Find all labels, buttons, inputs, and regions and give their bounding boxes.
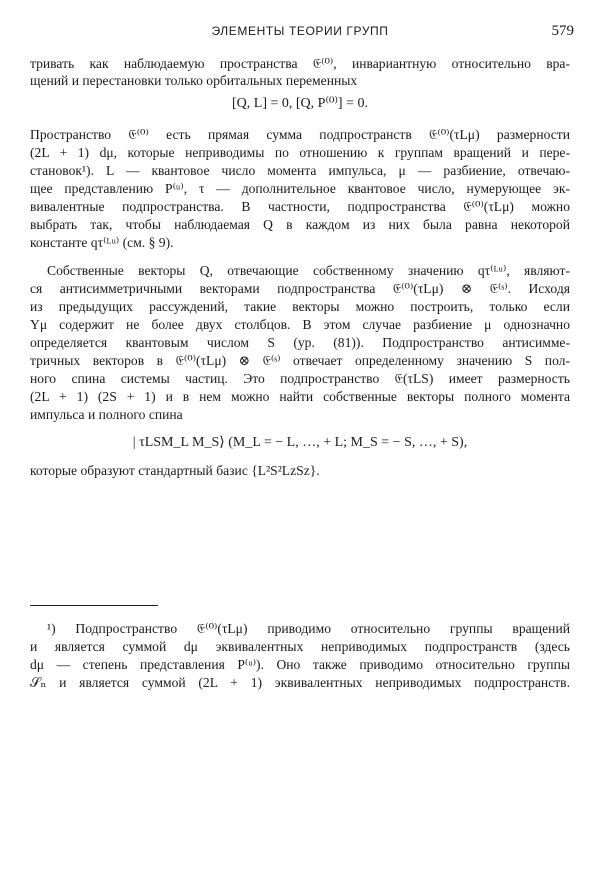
basis-vector-equation: | τLSM_L M_S⟩ (M_L = − L, …, + L; M_S = − S, …, + S),: [132, 435, 468, 450]
page-number: 579: [551, 23, 574, 39]
text-line: Yμ содержит не более двух столбцов. В этом случае разбиение μ однозначно: [30, 317, 570, 332]
footnote-line: 𝒮ₙ и является суммой (2L + 1) эквивалентных неприводимых подпространств.: [30, 675, 570, 690]
text-line: которые образуют стандартный базис {L²S²LzSz}.: [30, 463, 320, 478]
text-line: ного спина системы частиц. Это подпространство 𝔈(τLS) имеет размерность: [30, 371, 570, 386]
text-line: щений и перестановки только орбитальных переменных: [30, 73, 358, 88]
text-line: Собственные векторы Q, отвечающие собственному значению qτ⁽ᴸᵘ⁾, являют-: [47, 263, 570, 278]
text-line: тричных векторов в 𝔈⁽⁰⁾(τLμ) ⊗ 𝔈⁽ˢ⁾ отвечает определенному значению S пол-: [30, 353, 570, 368]
commutator-equation: [Q, L] = 0, [Q, P⁽⁰⁾] = 0.: [232, 96, 368, 111]
page-header: [0, 24, 600, 42]
running-title: ЭЛЕМЕНТЫ ТЕОРИИ ГРУПП: [211, 24, 389, 38]
footnote-line: dμ — степень представления P⁽ᵘ⁾). Оно также приводимо относительно группы: [30, 657, 570, 672]
text-line: ся антисимметричными векторами подпространства 𝔈⁽⁰⁾(τLμ) ⊗ 𝔈⁽ˢ⁾. Исходя: [30, 281, 570, 296]
text-line: (2L + 1) dμ, которые неприводимы по отношению к группам вращений и пере-: [30, 145, 570, 160]
footnote-line: ¹) Подпространство 𝔈⁽⁰⁾(τLμ) приводимо относительно группы вращений: [47, 621, 570, 636]
text-line: становок¹). L — квантовое число момента импульса, μ — разбиение, отвечаю-: [30, 163, 570, 178]
text-line: определяется квантовым числом S (ур. (81)). Подпространство антисимме-: [30, 335, 570, 350]
text-line: тривать как наблюдаемую пространства 𝔈⁽⁰⁾, инвариантную относительно вра-: [30, 56, 570, 71]
text-line: (2L + 1) (2S + 1) и в нем можно найти собственные векторы полного момента: [30, 389, 570, 404]
footnote-line: и является суммой dμ эквивалентных неприводимых подпространств (здесь: [30, 639, 570, 654]
text-line: вивалентные подпространства. В частности, подпространства 𝔈⁽⁰⁾(τLμ) можно: [30, 199, 570, 214]
footnote-separator: [30, 605, 158, 606]
text-line: импульса и полного спина: [30, 407, 183, 422]
text-line: выбрать так, чтобы наблюдаемая Q в каждом из них была равна некоторой: [30, 217, 570, 232]
text-line: константе qτ⁽ᴸᵘ⁾ (см. § 9).: [30, 235, 174, 250]
text-line: из предыдущих рассуждений, такие векторы можно построить, только если: [30, 299, 570, 314]
text-line: Пространство 𝔈⁽⁰⁾ есть прямая сумма подпространств 𝔈⁽⁰⁾(τLμ) размерности: [30, 127, 570, 142]
text-line: щее представлению P⁽ᵘ⁾, τ — дополнительное квантовое число, нумерующее эк-: [30, 181, 570, 196]
